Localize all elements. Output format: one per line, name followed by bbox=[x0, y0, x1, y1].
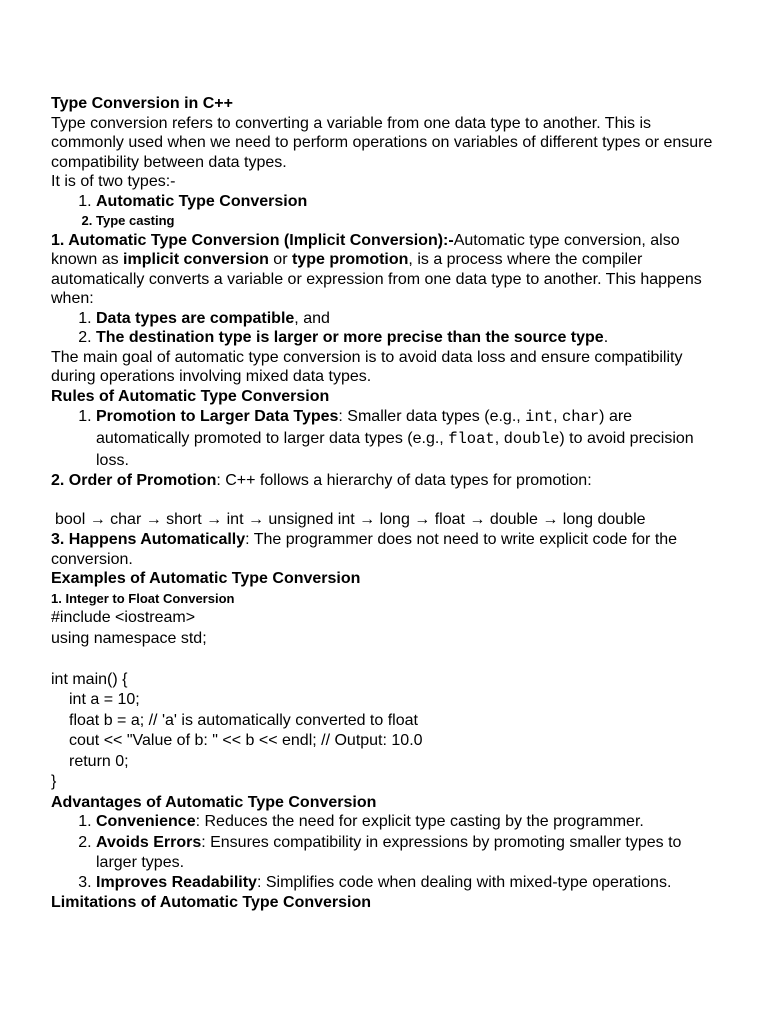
list-item: 1. Convenience: Reduces the need for explicit type casting by the programmer. bbox=[96, 812, 719, 833]
promotion-chain: bool → char → short → int → unsigned int → long → float → double → long double bbox=[55, 511, 646, 528]
section1-heading: 1. Automatic Type Conversion (Implicit Conversion):- bbox=[51, 231, 454, 249]
list-item: 2. The destination type is larger or more precise than the source type. bbox=[96, 328, 719, 348]
rule3-paragraph: 3. Happens Automatically: The programmer does not need to write explicit code for the conversion. bbox=[51, 531, 678, 568]
rule2-paragraph: 2. Order of Promotion: C++ follows a hierarchy of data types for promotion: bbox=[51, 472, 592, 489]
code-line: return 0; bbox=[69, 752, 129, 770]
two-types-line: It is of two types:- bbox=[51, 173, 176, 190]
advantages-heading: Advantages of Automatic Type Conversion bbox=[51, 793, 377, 811]
code-line: } bbox=[51, 773, 57, 790]
list-item: 3. Improves Readability: Simplifies code when dealing with mixed-type operations. bbox=[96, 873, 719, 894]
code-line: using namespace std; bbox=[51, 629, 207, 647]
list-item: 2. Type casting bbox=[96, 211, 719, 231]
intro-paragraph: Type conversion refers to converting a variable from one data type to another. This is commonly used when we need to perform operations on variables of different types or ensure compatibility between data types. bbox=[51, 114, 713, 171]
code-line: float b = a; // 'a' is automatically converted to float bbox=[69, 711, 418, 729]
example1-heading: 1. Integer to Float Conversion bbox=[51, 590, 235, 606]
code-line: int main() { bbox=[51, 670, 128, 688]
rules-list bbox=[51, 406, 719, 471]
section1-paragraph: 1. Automatic Type Conversion (Implicit Conversion):-Automatic type conversion, also known as implicit conversion or type promotion, is a process where the compiler automatically converts a variable or expression from one data type to another. This happens when: bbox=[51, 231, 702, 307]
document-title: Type Conversion in C++ bbox=[51, 95, 233, 112]
list-item: 1. Promotion to Larger Data Types: Smaller data types (e.g., int, char) are automatically promoted to larger data types (e.g., float, double) to avoid precision loss. bbox=[96, 406, 719, 471]
list-item: 2. Avoids Errors: Ensures compatibility in expressions by promoting smaller types to larger types. bbox=[96, 833, 719, 873]
limitations-heading: Limitations of Automatic Type Conversion bbox=[51, 894, 372, 911]
conditions-list bbox=[51, 309, 719, 348]
list-item: 1. Automatic Type Conversion bbox=[96, 192, 719, 212]
examples-heading: Examples of Automatic Type Conversion bbox=[51, 570, 361, 587]
rules-heading: Rules of Automatic Type Conversion bbox=[51, 387, 330, 405]
code-line: cout << "Value of b: " << b << endl; // Output: 10.0 bbox=[69, 732, 423, 749]
types-list bbox=[51, 192, 719, 231]
code-block bbox=[51, 608, 719, 793]
advantages-list bbox=[51, 812, 719, 893]
code-line: #include <iostream> bbox=[51, 609, 196, 626]
list-item: 1. Data types are compatible, and bbox=[96, 309, 719, 329]
code-line: int a = 10; bbox=[69, 691, 140, 708]
goal-paragraph: The main goal of automatic type conversion is to avoid data loss and ensure compatibility during operations involving mixed data types. bbox=[51, 348, 683, 385]
document-page bbox=[51, 94, 719, 913]
